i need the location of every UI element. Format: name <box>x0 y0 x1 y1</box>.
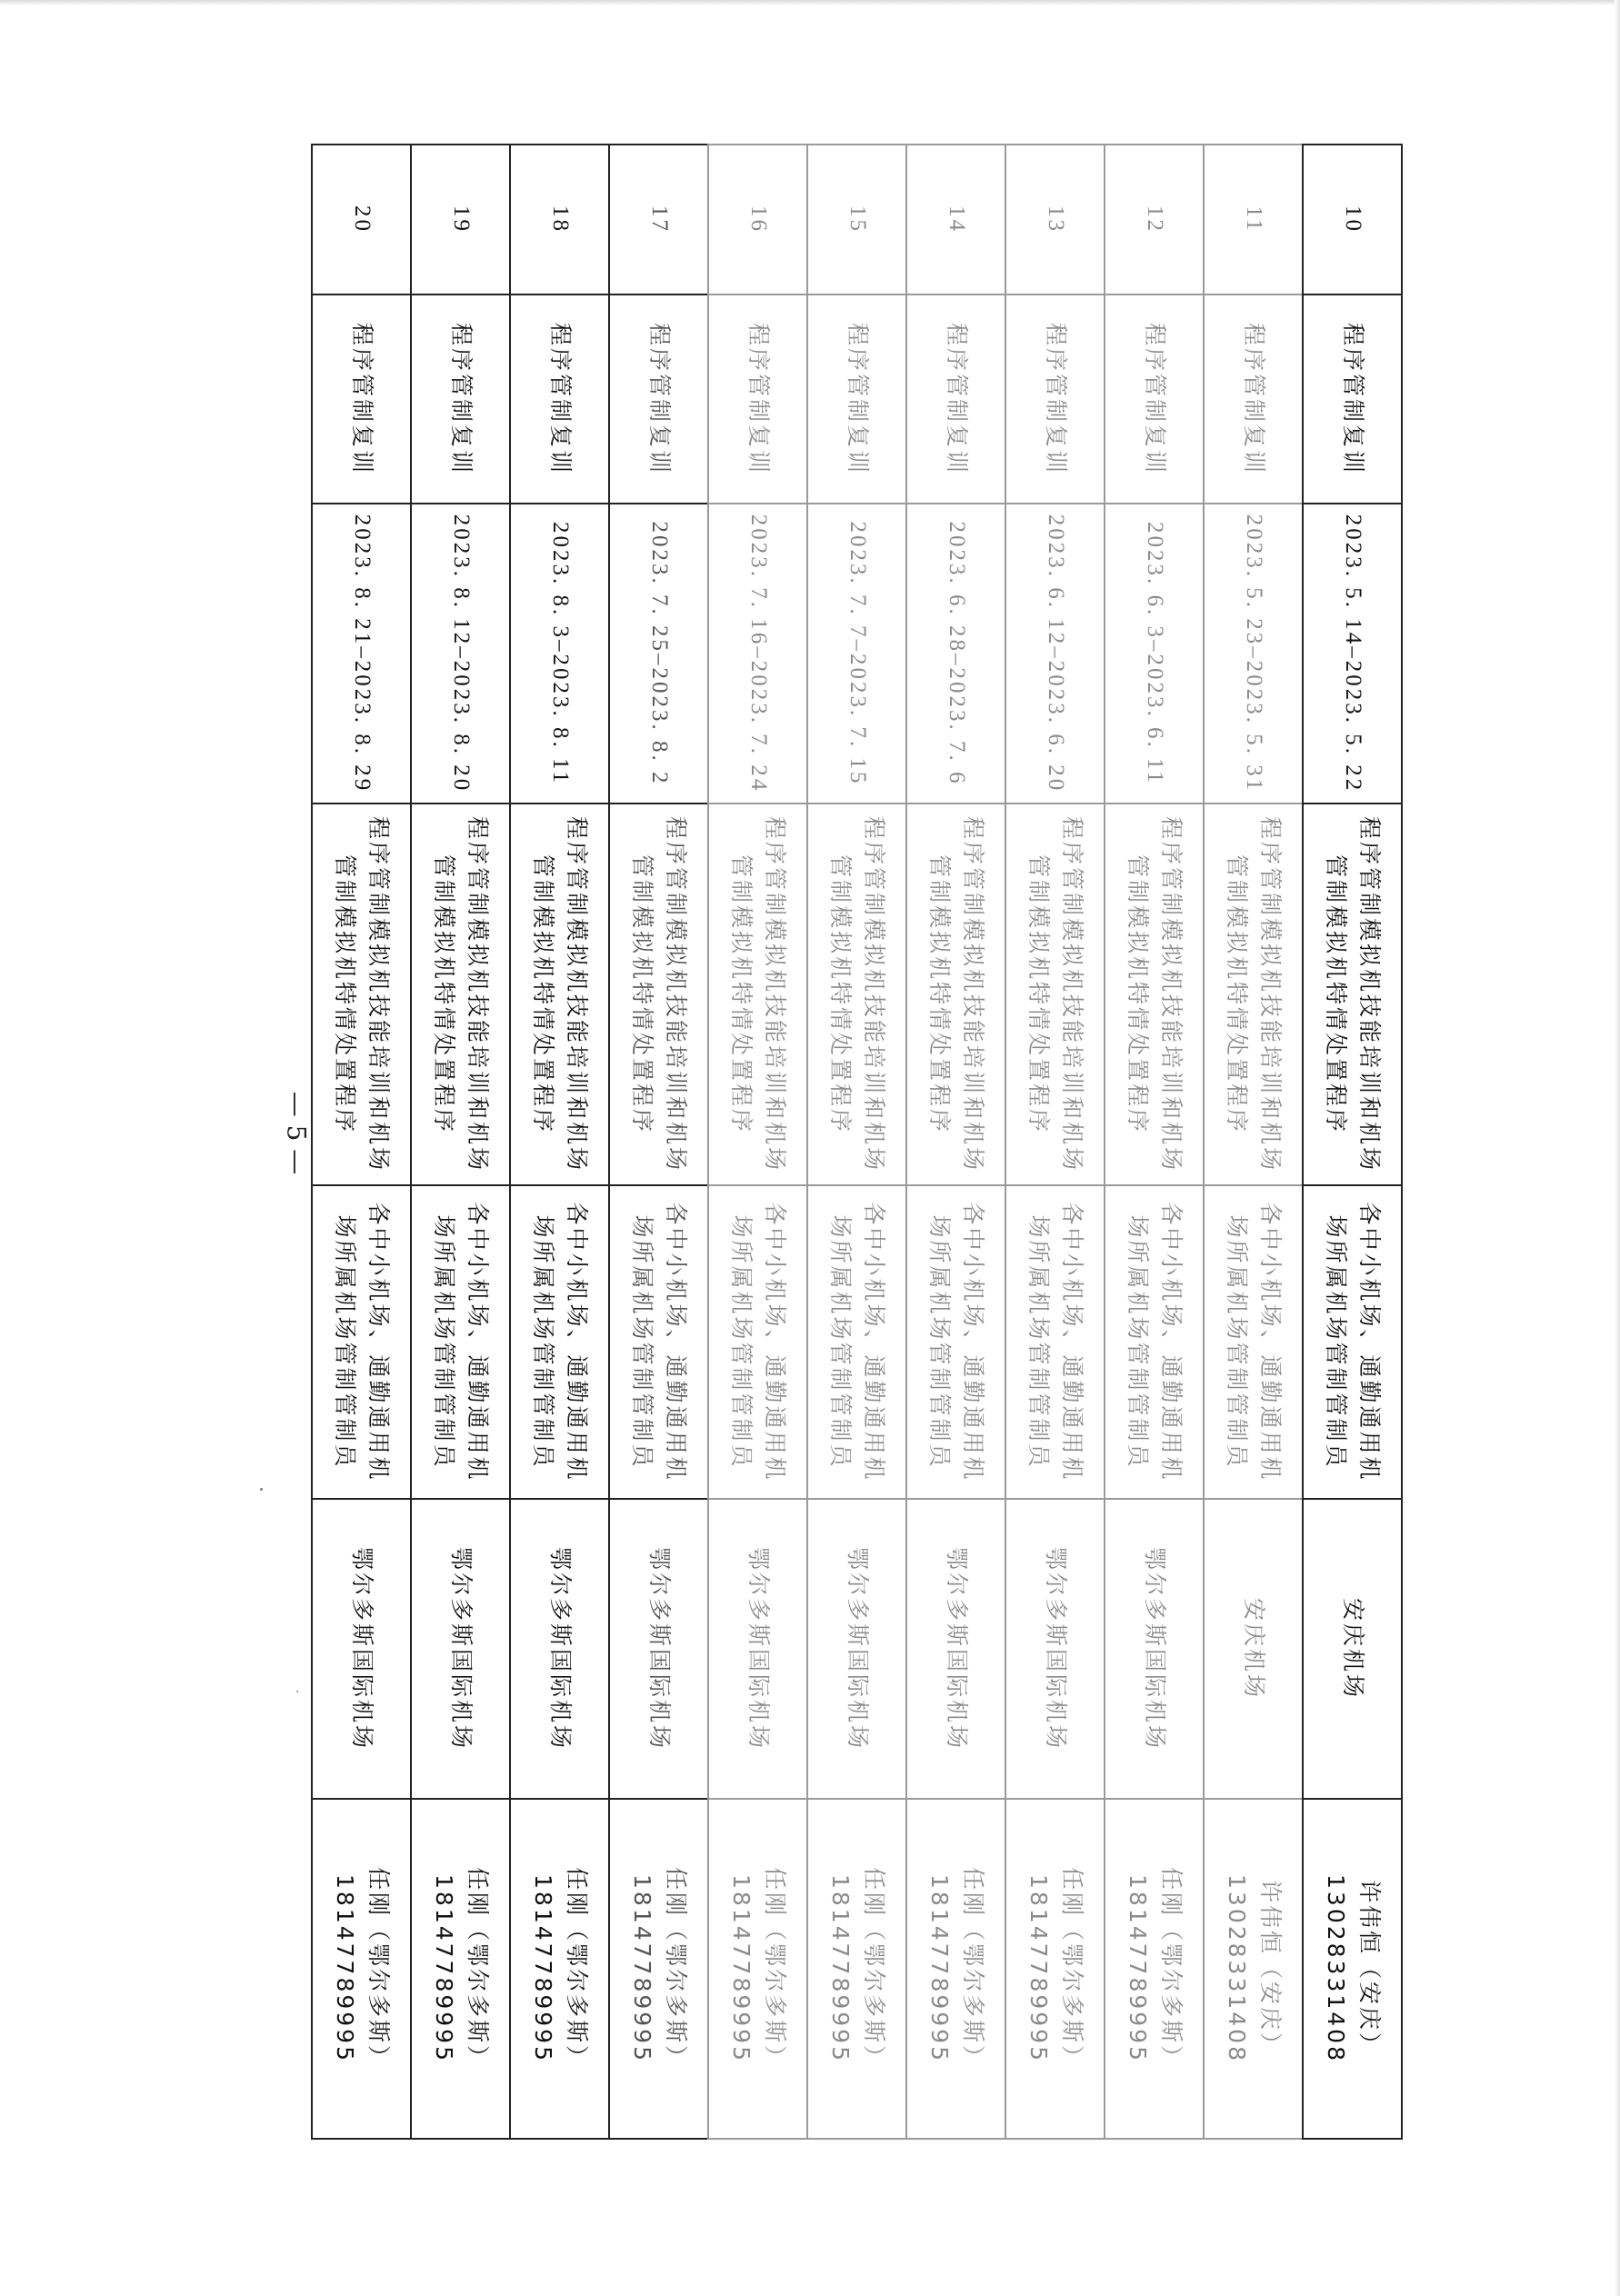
training-target: 各中小机场、通勤通用机场所属机场管制管制员 <box>609 1185 708 1499</box>
training-target: 各中小机场、通勤通用机场所属机场管制管制员 <box>510 1185 609 1499</box>
training-date: 2023. 6. 12–2023. 6. 20 <box>1005 504 1105 804</box>
training-contact: 任刚（鄂尔多斯）18147789995 <box>906 1799 1005 2139</box>
training-type: 程序管制复训 <box>807 294 906 504</box>
scan-speck <box>296 1691 298 1692</box>
training-target: 各中小机场、通勤通用机场所属机场管制管制员 <box>708 1185 807 1499</box>
table-row <box>510 145 609 2139</box>
row-number: 14 <box>906 145 1005 294</box>
training-content: 程序管制模拟机技能培训和机场管制模拟机特情处置程序 <box>1204 804 1303 1185</box>
table-row <box>411 145 510 2139</box>
training-content: 程序管制模拟机技能培训和机场管制模拟机特情处置程序 <box>312 804 411 1185</box>
training-type: 程序管制复训 <box>609 294 708 504</box>
training-contact: 许伟恒（安庆）13028331408 <box>1204 1799 1303 2139</box>
training-venue: 鄂尔多斯国际机场 <box>312 1499 411 1799</box>
training-venue: 鄂尔多斯国际机场 <box>1105 1499 1204 1799</box>
training-target: 各中小机场、通勤通用机场所属机场管制管制员 <box>906 1185 1005 1499</box>
training-contact: 任刚（鄂尔多斯）18147789995 <box>807 1799 906 2139</box>
training-date: 2023. 7. 16–2023. 7. 24 <box>708 504 807 804</box>
table-row <box>1204 145 1303 2139</box>
training-type: 程序管制复训 <box>708 294 807 504</box>
training-contact: 任刚（鄂尔多斯）18147789995 <box>312 1799 411 2139</box>
training-content: 程序管制模拟机技能培训和机场管制模拟机特情处置程序 <box>1303 804 1402 1185</box>
training-contact: 任刚（鄂尔多斯）18147789995 <box>1105 1799 1204 2139</box>
training-target: 各中小机场、通勤通用机场所属机场管制管制员 <box>1005 1185 1105 1499</box>
training-contact: 任刚（鄂尔多斯）18147789995 <box>609 1799 708 2139</box>
training-date: 2023. 7. 7–2023. 7. 15 <box>807 504 906 804</box>
training-type: 程序管制复训 <box>411 294 510 504</box>
row-number: 12 <box>1105 145 1204 294</box>
row-number: 19 <box>411 145 510 294</box>
training-venue: 鄂尔多斯国际机场 <box>609 1499 708 1799</box>
training-type: 程序管制复训 <box>1005 294 1105 504</box>
training-contact: 任刚（鄂尔多斯）18147789995 <box>1005 1799 1105 2139</box>
training-target: 各中小机场、通勤通用机场所属机场管制管制员 <box>1105 1185 1204 1499</box>
training-date: 2023. 8. 21–2023. 8. 29 <box>312 504 411 804</box>
row-number: 16 <box>708 145 807 294</box>
training-contact: 任刚（鄂尔多斯）18147789995 <box>411 1799 510 2139</box>
training-type: 程序管制复训 <box>1303 294 1402 504</box>
training-target: 各中小机场、通勤通用机场所属机场管制管制员 <box>411 1185 510 1499</box>
training-type: 程序管制复训 <box>906 294 1005 504</box>
training-venue: 安庆机场 <box>1303 1499 1402 1799</box>
training-content: 程序管制模拟机技能培训和机场管制模拟机特情处置程序 <box>510 804 609 1185</box>
training-date: 2023. 5. 23–2023. 5. 31 <box>1204 504 1303 804</box>
row-number: 15 <box>807 145 906 294</box>
training-venue: 鄂尔多斯国际机场 <box>906 1499 1005 1799</box>
table-row <box>1303 145 1402 2139</box>
table-row <box>708 145 807 2139</box>
training-date: 2023. 5. 14–2023. 5. 22 <box>1303 504 1402 804</box>
training-venue: 鄂尔多斯国际机场 <box>1005 1499 1105 1799</box>
table-row <box>906 145 1005 2139</box>
training-content: 程序管制模拟机技能培训和机场管制模拟机特情处置程序 <box>1105 804 1204 1185</box>
training-content: 程序管制模拟机技能培训和机场管制模拟机特情处置程序 <box>1005 804 1105 1185</box>
scan-edge-top <box>0 0 1620 5</box>
training-date: 2023. 8. 12–2023. 8. 20 <box>411 504 510 804</box>
training-type: 程序管制复训 <box>1105 294 1204 504</box>
training-content: 程序管制模拟机技能培训和机场管制模拟机特情处置程序 <box>708 804 807 1185</box>
training-schedule-table <box>311 144 1403 2140</box>
row-number: 20 <box>312 145 411 294</box>
table-row <box>609 145 708 2139</box>
training-venue: 安庆机场 <box>1204 1499 1303 1799</box>
row-number: 18 <box>510 145 609 294</box>
training-content: 程序管制模拟机技能培训和机场管制模拟机特情处置程序 <box>609 804 708 1185</box>
training-type: 程序管制复训 <box>510 294 609 504</box>
training-content: 程序管制模拟机技能培训和机场管制模拟机特情处置程序 <box>906 804 1005 1185</box>
training-content: 程序管制模拟机技能培训和机场管制模拟机特情处置程序 <box>411 804 510 1185</box>
training-content: 程序管制模拟机技能培训和机场管制模拟机特情处置程序 <box>807 804 906 1185</box>
table-row <box>312 145 411 2139</box>
row-number: 10 <box>1303 145 1402 294</box>
scan-speck <box>260 1488 263 1491</box>
training-date: 2023. 6. 28–2023. 7. 6 <box>906 504 1005 804</box>
training-date: 2023. 7. 25–2023. 8. 2 <box>609 504 708 804</box>
training-type: 程序管制复训 <box>1204 294 1303 504</box>
training-venue: 鄂尔多斯国际机场 <box>708 1499 807 1799</box>
training-contact: 任刚（鄂尔多斯）18147789995 <box>708 1799 807 2139</box>
training-venue: 鄂尔多斯国际机场 <box>411 1499 510 1799</box>
table-row <box>1105 145 1204 2139</box>
training-date: 2023. 8. 3–2023. 8. 11 <box>510 504 609 804</box>
scan-edge-right <box>1615 0 1620 2296</box>
training-target: 各中小机场、通勤通用机场所属机场管制管制员 <box>1303 1185 1402 1499</box>
training-contact: 任刚（鄂尔多斯）18147789995 <box>510 1799 609 2139</box>
table-row <box>807 145 906 2139</box>
page-number: — 5 — <box>281 1091 312 1175</box>
training-type: 程序管制复训 <box>312 294 411 504</box>
training-venue: 鄂尔多斯国际机场 <box>807 1499 906 1799</box>
training-venue: 鄂尔多斯国际机场 <box>510 1499 609 1799</box>
row-number: 13 <box>1005 145 1105 294</box>
training-target: 各中小机场、通勤通用机场所属机场管制管制员 <box>312 1185 411 1499</box>
row-number: 11 <box>1204 145 1303 294</box>
training-target: 各中小机场、通勤通用机场所属机场管制管制员 <box>807 1185 906 1499</box>
training-date: 2023. 6. 3–2023. 6. 11 <box>1105 504 1204 804</box>
table-row <box>1005 145 1105 2139</box>
row-number: 17 <box>609 145 708 294</box>
training-contact: 许伟恒（安庆）13028331408 <box>1303 1799 1402 2139</box>
training-target: 各中小机场、通勤通用机场所属机场管制管制员 <box>1204 1185 1303 1499</box>
rotated-table-container <box>323 144 1403 2138</box>
